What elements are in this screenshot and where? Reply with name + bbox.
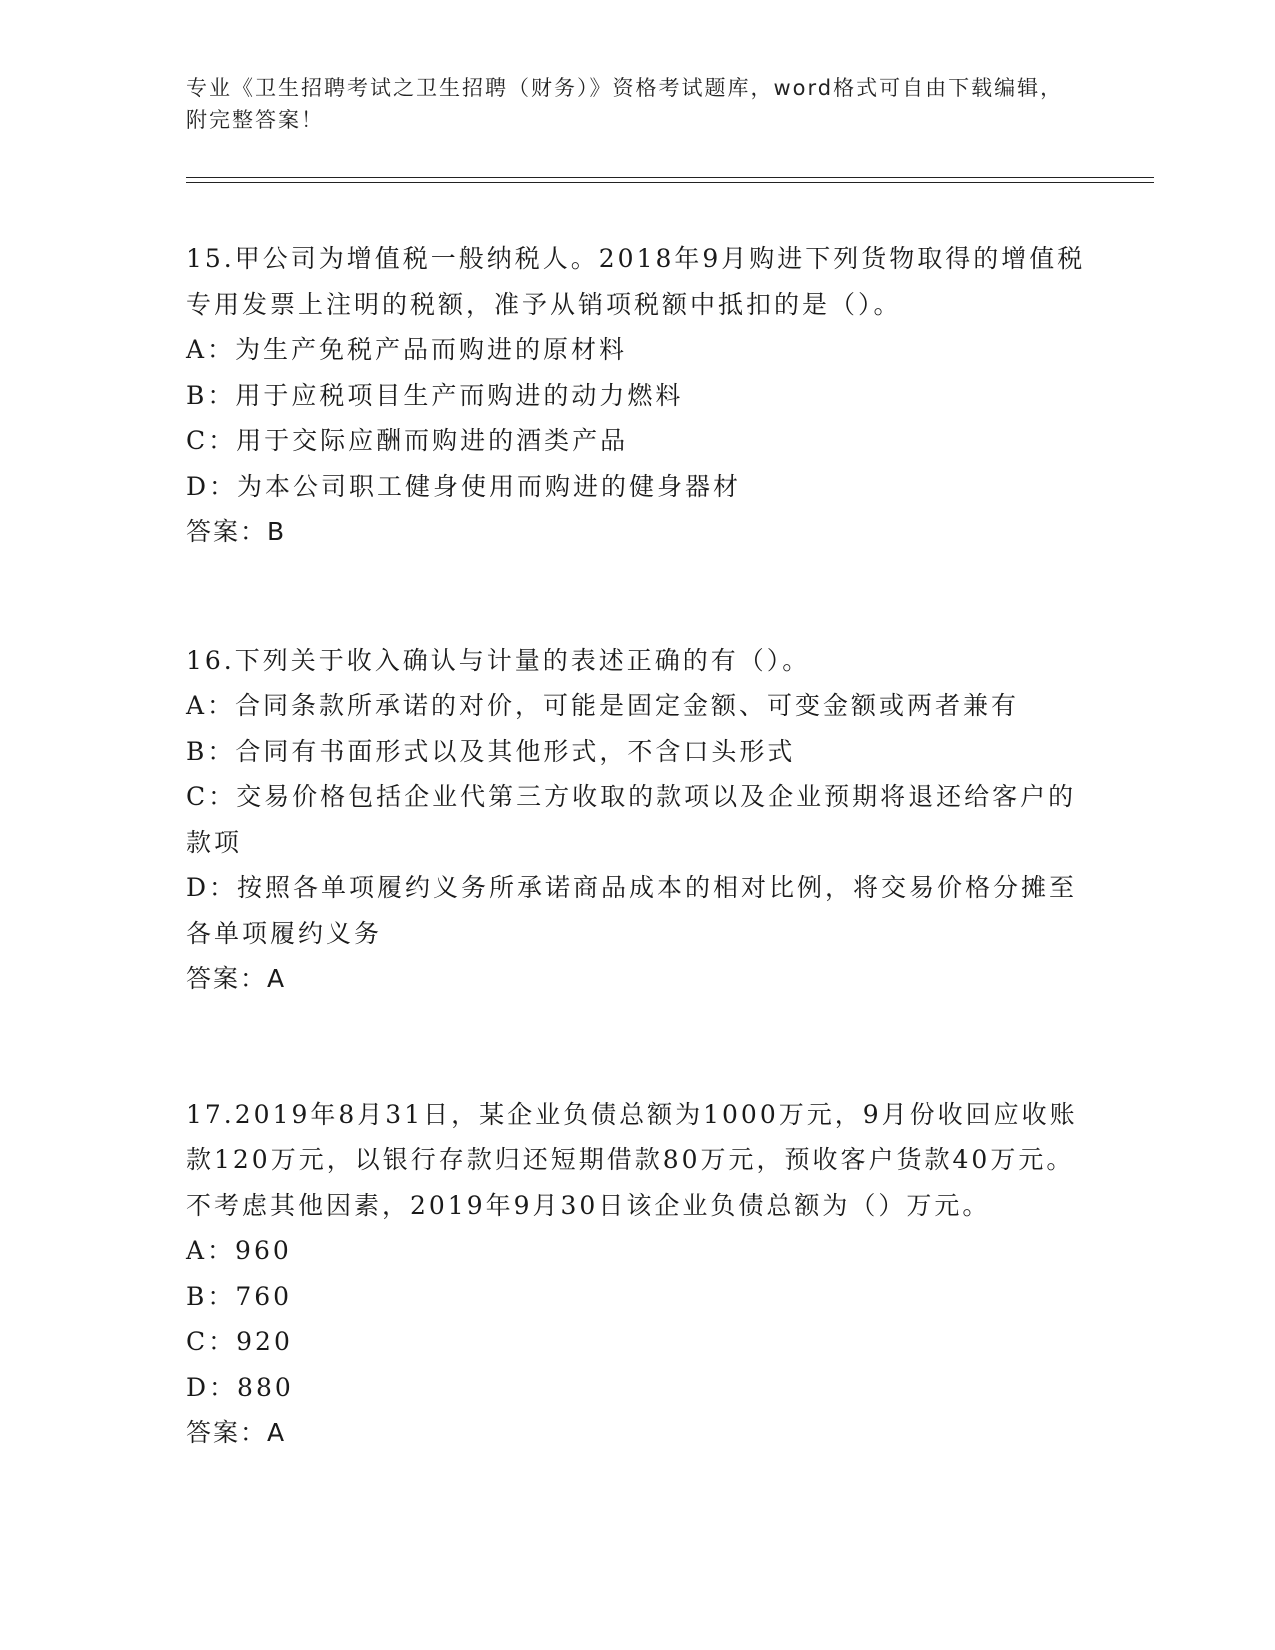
option-d: D：按照各单项履约义务所承诺商品成本的相对比例，将交易价格分摊至各单项履约义务 xyxy=(186,873,1078,948)
header-text: 专业《卫生招聘考试之卫生招聘（财务）》资格考试题库，word格式可自由下载编辑，附完整答案！ xyxy=(186,76,1064,132)
answer-label: 答案：A xyxy=(186,1418,287,1447)
question-spacer xyxy=(186,1002,1086,1092)
option-d: D：880 xyxy=(186,1372,294,1402)
option-b: B：760 xyxy=(186,1281,293,1311)
option-c: C：920 xyxy=(186,1327,293,1356)
option-c: C：用于交际应酬而购进的酒类产品 xyxy=(186,426,629,455)
question-17 xyxy=(186,1092,1086,1456)
option-b: B：用于应税项目生产而购进的动力燃料 xyxy=(186,380,684,410)
option-a: A：为生产免税产品而购进的原材料 xyxy=(186,335,628,364)
question-stem: 16.下列关于收入确认与计量的表述正确的有（）。 xyxy=(186,645,811,675)
question-15 xyxy=(186,236,1086,555)
option-d: D：为本公司职工健身使用而购进的健身器材 xyxy=(186,471,742,501)
header-divider-top xyxy=(186,177,1154,178)
question-stem: 17.2019年8月31日，某企业负债总额为1000万元，9月份收回应收账款120万元，以银行存款归还短期借款80万元，预收客户货款40万元。不考虑其他因素，2019年9月30日该企业负债总额为（）万元。 xyxy=(186,1099,1078,1220)
option-a: A：960 xyxy=(186,1236,292,1265)
header-divider-bottom xyxy=(186,182,1154,183)
option-c: C：交易价格包括企业代第三方收取的款项以及企业预期将退还给客户的款项 xyxy=(186,782,1077,857)
option-a: A：合同条款所承诺的对价，可能是固定金额、可变金额或两者兼有 xyxy=(186,691,1020,720)
document-header xyxy=(186,72,1066,136)
question-spacer xyxy=(186,555,1086,638)
answer-label: 答案：B xyxy=(186,517,287,546)
question-list xyxy=(186,236,1086,1456)
option-b: B：合同有书面形式以及其他形式，不含口头形式 xyxy=(186,736,796,766)
question-16 xyxy=(186,638,1086,1002)
answer-label: 答案：A xyxy=(186,964,287,993)
question-stem: 15.甲公司为增值税一般纳税人。2018年9月购进下列货物取得的增值税专用发票上注明的税额，准予从销项税额中抵扣的是（）。 xyxy=(186,244,1086,319)
